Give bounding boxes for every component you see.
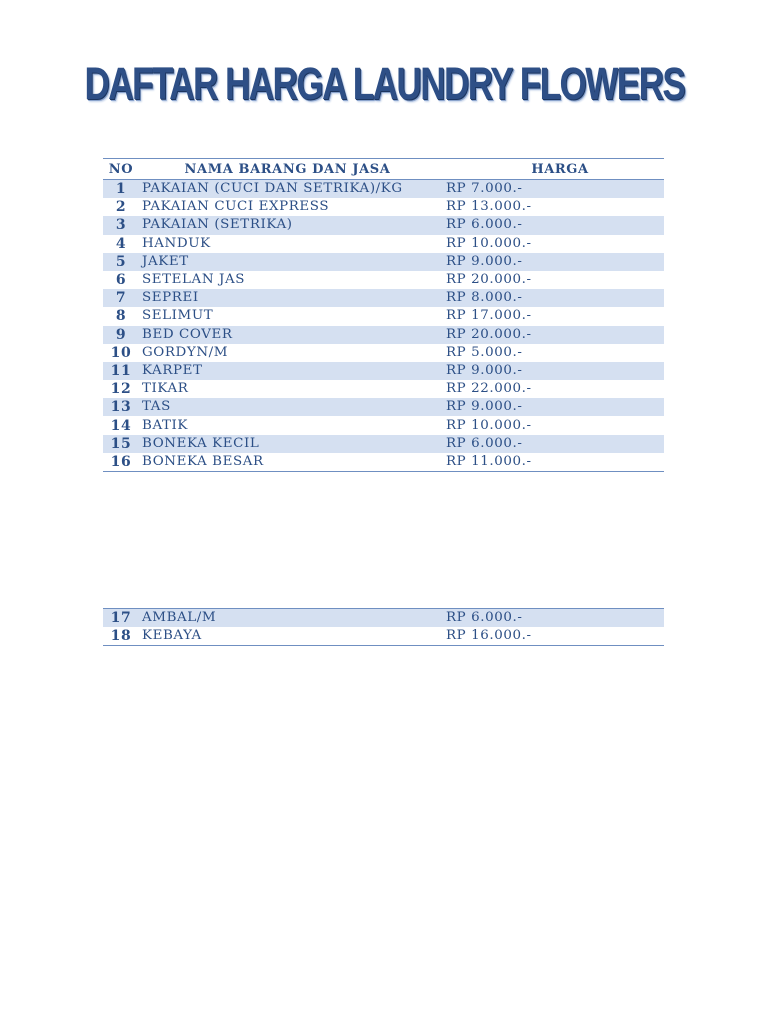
table-row (103, 344, 664, 362)
table-row (103, 398, 664, 416)
table-row (103, 235, 664, 253)
row-number: 7 (103, 289, 139, 307)
price-table (103, 158, 664, 472)
table-row (103, 253, 664, 271)
row-number: 17 (103, 609, 139, 628)
item-name: KEBAYA (139, 627, 446, 646)
item-price: RP 13.000.- (446, 199, 532, 215)
item-name: PAKAIAN (CUCI DAN SETRIKA)/KG (139, 180, 446, 199)
item-price: RP 6.000.- (446, 435, 664, 453)
item-name: BATIK (142, 417, 189, 433)
table-row (103, 289, 664, 307)
item-name: AMBAL/M (139, 609, 446, 628)
row-number: 1 (103, 180, 139, 199)
item-price: RP 5.000.- (446, 344, 523, 360)
row-number: 2 (115, 199, 127, 216)
table-row (103, 380, 664, 398)
item-price: RP 9.000.- (446, 362, 664, 380)
table-row (103, 198, 664, 216)
row-number: 8 (115, 308, 127, 325)
item-name: GORDYN/M (142, 344, 229, 360)
table-row (103, 362, 664, 380)
item-name: JAKET (139, 253, 446, 271)
table-row (103, 180, 664, 199)
item-price: RP 9.000.- (446, 398, 664, 416)
row-number: 13 (103, 398, 139, 416)
table-row (103, 271, 664, 289)
row-number: 4 (115, 235, 127, 252)
table-row (103, 435, 664, 453)
item-name: TAS (139, 398, 446, 416)
item-price: RP 20.000.- (446, 272, 532, 288)
item-name: BONEKA BESAR (139, 453, 446, 472)
item-price: RP 16.000.- (446, 627, 664, 646)
row-number: 12 (110, 381, 132, 398)
table-row (103, 326, 664, 344)
table-row (103, 627, 664, 646)
item-name: BONEKA KECIL (139, 435, 446, 453)
item-price: RP 8.000.- (446, 289, 664, 307)
item-price: RP 22.000.- (446, 381, 532, 397)
table-row (103, 216, 664, 234)
item-price: RP 6.000.- (446, 609, 664, 628)
price-table-continued (103, 608, 664, 646)
row-number: 18 (103, 627, 139, 646)
item-name: TIKAR (142, 381, 189, 397)
table-row (103, 609, 664, 628)
row-number: 10 (110, 344, 132, 361)
item-price: RP 17.000.- (446, 308, 532, 324)
item-name: SELIMUT (142, 308, 214, 324)
row-number: 15 (103, 435, 139, 453)
row-number: 3 (103, 216, 139, 234)
item-price: RP 10.000.- (446, 417, 532, 433)
row-number: 6 (115, 272, 127, 289)
table-header-row (103, 159, 664, 180)
item-name: PAKAIAN (SETRIKA) (139, 216, 446, 234)
item-price: RP 20.000.- (446, 326, 664, 344)
column-header-price: HARGA (446, 159, 664, 180)
item-name: SEPREI (139, 289, 446, 307)
row-number: 16 (103, 453, 139, 472)
item-name: SETELAN JAS (142, 272, 246, 288)
item-name: KARPET (139, 362, 446, 380)
item-price: RP 7.000.- (446, 180, 664, 199)
document-title: DAFTAR HARGA LAUNDRY FLOWERS (84, 58, 685, 109)
item-name: HANDUK (142, 235, 211, 251)
item-price: RP 6.000.- (446, 216, 664, 234)
row-number: 9 (103, 326, 139, 344)
column-header-name: NAMA BARANG DAN JASA (139, 159, 446, 180)
item-price: RP 11.000.- (446, 453, 664, 472)
row-number: 5 (103, 253, 139, 271)
item-name: PAKAIAN CUCI EXPRESS (142, 199, 330, 215)
column-header-no: NO (103, 159, 139, 180)
row-number: 14 (110, 417, 132, 434)
item-price: RP 10.000.- (446, 235, 532, 251)
row-number: 11 (103, 362, 139, 380)
item-name: BED COVER (139, 326, 446, 344)
table-row (103, 416, 664, 434)
item-price: RP 9.000.- (446, 253, 664, 271)
table-row (103, 307, 664, 325)
table-row (103, 453, 664, 472)
